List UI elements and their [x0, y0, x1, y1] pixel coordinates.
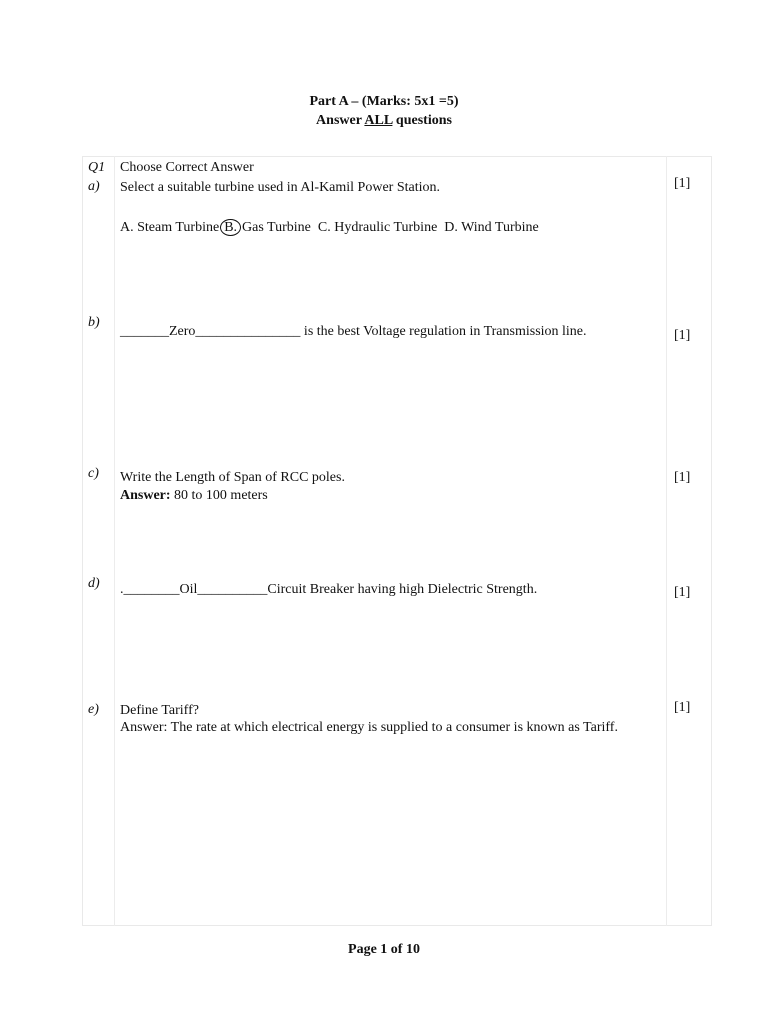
item-c-answer [120, 486, 268, 505]
item-b-text: _______Zero_______________ is the best Voltage regulation in Transmission line. [120, 324, 587, 339]
item-d-label: d) [88, 576, 100, 591]
instruction-emphasis: ALL [364, 113, 393, 128]
option-a: A. Steam Turbine [120, 220, 220, 235]
item-e-question: Define Tariff? [120, 703, 199, 718]
column-divider-left [114, 156, 115, 926]
option-c: C. Hydraulic Turbine [317, 220, 438, 235]
page-number: Page 1 of 10 [348, 942, 420, 957]
item-a-question: Select a suitable turbine used in Al-Kamil Power Station. [120, 180, 440, 195]
question-title: Choose Correct Answer [120, 160, 254, 175]
column-divider-right [666, 156, 667, 926]
item-c-question: Write the Length of Span of RCC poles. [120, 470, 345, 485]
selected-answer-circle: B. [220, 219, 241, 236]
item-d-mark: [1] [674, 585, 691, 600]
part-header [0, 92, 768, 130]
option-d: D. Wind Turbine [444, 220, 539, 235]
item-d-text: .________Oil__________Circuit Breaker having high Dielectric Strength. [120, 582, 538, 597]
item-b-label: b) [88, 315, 100, 330]
item-e-answer: Answer: The rate at which electrical energy is supplied to a consumer is known as Tariff. [120, 720, 618, 735]
part-instruction [0, 111, 768, 130]
option-b: Gas Turbine [242, 220, 311, 235]
item-a-label: a) [88, 179, 100, 194]
item-c-answer-label: Answer: [120, 488, 171, 503]
item-e-mark: [1] [674, 700, 691, 715]
item-c-answer-text: 80 to 100 meters [170, 488, 268, 503]
item-a-mark: [1] [674, 176, 691, 191]
item-e-label: e) [88, 702, 99, 717]
item-c-mark: [1] [674, 470, 691, 485]
instruction-post: questions [392, 113, 452, 128]
part-title: Part A – (Marks: 5x1 =5) [309, 94, 459, 109]
question-table [82, 156, 712, 926]
item-a-options [120, 218, 539, 237]
item-c-label: c) [88, 466, 99, 481]
question-number: Q1 [88, 160, 106, 175]
item-b-mark: [1] [674, 328, 691, 343]
instruction-pre: Answer [316, 113, 365, 128]
